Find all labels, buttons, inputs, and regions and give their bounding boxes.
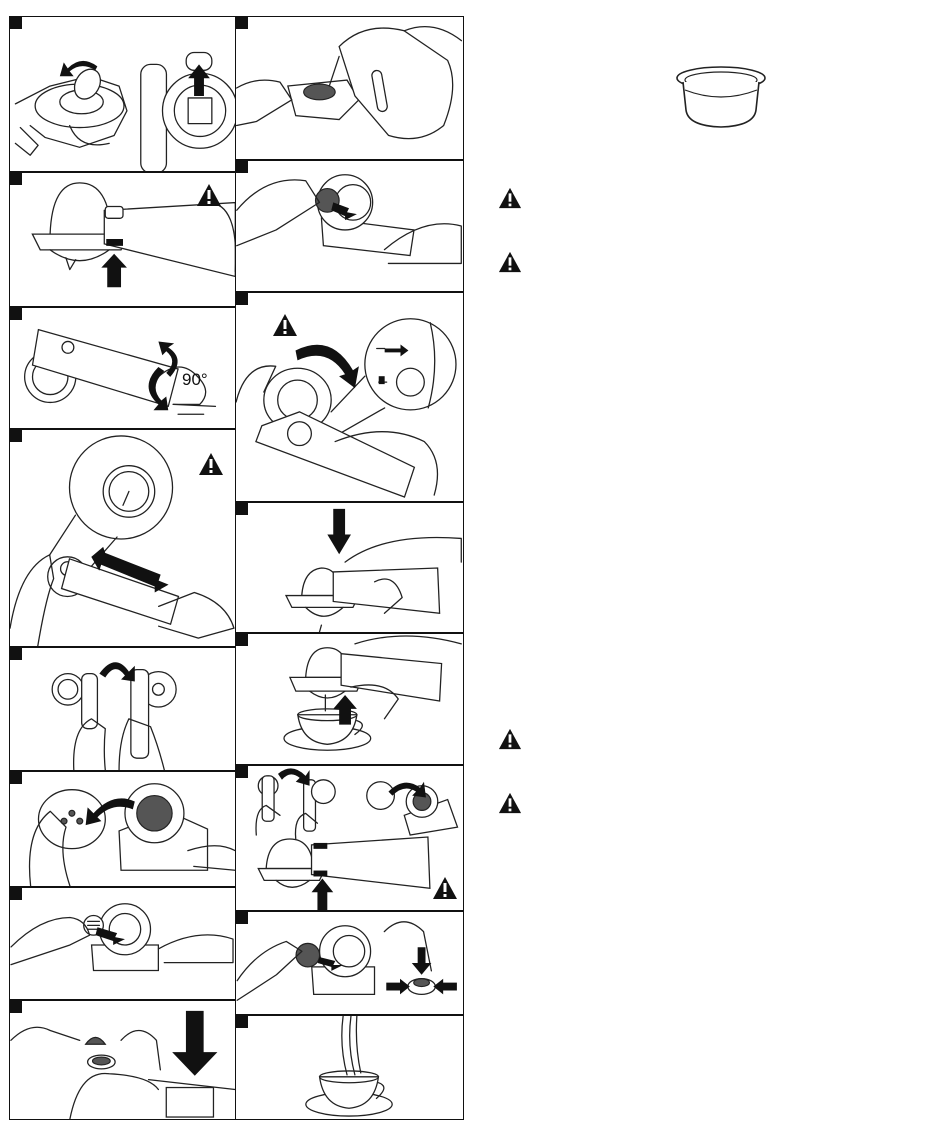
warning-triangle-icon [498, 186, 522, 210]
illustration-lock-head [236, 293, 463, 501]
step-panel-left-8 [9, 1000, 237, 1120]
illustration-insert-filter [10, 888, 236, 999]
illustration-press-lever [236, 503, 463, 632]
warning-triangle-icon [432, 876, 458, 900]
illustration-rinse-with-water [236, 1016, 463, 1119]
illustration-fold-handle [10, 648, 236, 770]
step-panel-right-6 [235, 765, 464, 911]
step-panel-left-4 [9, 429, 237, 647]
illustration-unlock-and-clean [236, 766, 463, 910]
warning-triangle-icon [196, 183, 222, 207]
step-panel-left-7 [9, 887, 237, 1000]
illustration-rotate-handle [10, 308, 236, 428]
warning-triangle-icon [272, 313, 298, 337]
illustration-brew-into-cup [236, 634, 463, 764]
step-panel-right-7 [235, 911, 464, 1015]
illustration-fill-ground-coffee [10, 1001, 236, 1119]
illustration-pour-water [236, 17, 463, 159]
illustration-remove-water-tank [10, 772, 236, 886]
filter-basket-icon [674, 64, 768, 130]
step-panel-right-8 [235, 1015, 464, 1120]
warning-triangle-icon [498, 791, 522, 815]
step-panel-right-1 [235, 16, 464, 160]
warning-triangle-icon [498, 727, 522, 751]
step-panel-right-5 [235, 633, 464, 765]
step-panel-left-2 [9, 172, 237, 307]
illustration-remove-capsule [236, 912, 463, 1014]
step-panel-left-1 [9, 16, 237, 172]
rotation-angle-label: 90° [182, 370, 208, 389]
step-panel-left-6 [9, 771, 237, 887]
step-panel-left-5 [9, 647, 237, 771]
warning-triangle-icon [498, 250, 522, 274]
step-panel-right-2 [235, 160, 464, 292]
warning-triangle-icon [198, 452, 224, 476]
step-panel-right-3 [235, 292, 464, 502]
illustration-insert-capsule [236, 161, 463, 291]
illustration-open-cap [10, 17, 236, 171]
step-panel-left-3 [9, 307, 237, 429]
step-panel-right-4 [235, 502, 464, 633]
